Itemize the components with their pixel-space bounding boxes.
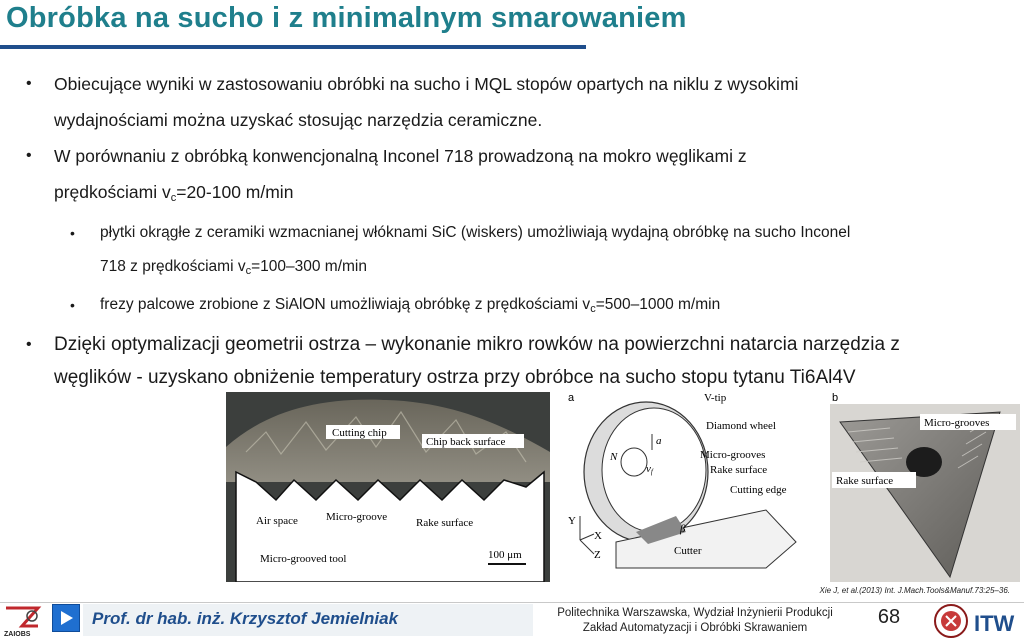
bullet-list (26, 66, 1006, 394)
axis-label-z: Z (594, 549, 601, 561)
label-vf: vf (646, 463, 653, 476)
insert-photo-illustration (830, 392, 1020, 582)
label-v-tip: V-tip (704, 392, 727, 404)
label-rake-surface: Rake surface (416, 517, 474, 529)
scale-bar-label: 100 μm (488, 549, 522, 561)
text-fragment: =20-100 m/min (176, 182, 294, 202)
label-a-depth: a (656, 435, 662, 447)
bullet-text-line: • Obiecujące wyniki w zastosowaniu obróbki na sucho i MQL stopów opartych na niklu z wysokimi (54, 74, 799, 94)
bullet-text-line: wydajnościami można uzyskać stosując narzędzia ceramiczne. (54, 110, 543, 130)
label-n: N (610, 451, 618, 463)
subscript: c (170, 192, 177, 204)
sub-bullet-item (26, 216, 1006, 288)
panel-label-b: b (832, 392, 839, 404)
micro-grooved-tool-figure (226, 392, 550, 582)
text-fragment: frezy palcowe zrobione z SiAlON umożliwiają obróbkę z prędkościami v (100, 296, 591, 313)
zaiobs-logo-text: ZAIOBS (4, 631, 31, 638)
itw-logo (972, 604, 1022, 638)
play-button[interactable] (52, 604, 80, 632)
axis-label-x: X (594, 530, 602, 542)
bullet-item (26, 138, 1006, 216)
bullet-text-line: • Dzięki optymalizacji geometrii ostrza – wykonanie mikro rowków na powierzchni natarcia narzędzia z (54, 334, 900, 355)
author-name: Prof. dr hab. inż. Krzysztof Jemielniak (92, 609, 399, 628)
text-fragment: prędkościami v (54, 182, 171, 202)
bullet-item (26, 66, 1006, 138)
label-cutter: Cutter (674, 545, 702, 557)
label-air-space: Air space (256, 515, 298, 527)
label-rake-surface: Rake surface (836, 475, 894, 487)
label-micro-grooves: Micro-grooves (924, 417, 990, 429)
label-diamond-wheel: Diamond wheel (706, 420, 776, 432)
slide-title: Obróbka na sucho i z minimalnym smarowaniem (6, 2, 687, 34)
bullet-text-line (100, 250, 1006, 288)
department-line: Zakład Automatyzacji i Obróbki Skrawaniem (582, 622, 808, 634)
label-micro-grooves: Micro-grooves (700, 449, 766, 461)
label-micro-grooved-tool: Micro-grooved tool (260, 553, 347, 565)
university-line: Politechnika Warszawska, Wydział Inżynierii Produkcji (557, 607, 833, 619)
citation: Xie J, et al.(2013) Int. J.Mach.Tools&Manuf.73:25–36. (819, 586, 1010, 595)
text-fragment: =500–1000 m/min (595, 296, 721, 313)
diamond-wheel-diagram (566, 392, 818, 586)
footer-divider (0, 602, 1024, 603)
micro-grooved-insert-photo (830, 392, 1020, 582)
bullet-text-line: • płytki okrągłe z ceramiki wzmacnianej włóknami SiC (wiskers) umożliwiają wydajną obróbkę na sucho Inconel (100, 224, 851, 241)
bullet-item (26, 328, 1006, 394)
label-cutting-edge: Cutting edge (730, 484, 787, 496)
university-emblem (934, 604, 968, 638)
label-chip-back-surface: Chip back surface (426, 436, 506, 448)
label-rake-surface: Rake surface (710, 464, 768, 476)
zaiobs-logo (2, 604, 46, 638)
play-icon (53, 605, 79, 631)
label-beta: β (680, 523, 686, 535)
text-fragment: =100–300 m/min (251, 258, 367, 275)
bullet-text-line (54, 174, 1006, 216)
axis-label-y: Y (568, 515, 576, 527)
subscript: c (590, 303, 596, 315)
label-micro-groove: Micro-groove (326, 511, 388, 523)
bullet-text-line: węglików - uzyskano obniżenie temperatury ostrza przy obróbce na sucho stopu tytanu Ti6Al4V (54, 367, 856, 388)
itw-logo-text: ITW (974, 611, 1015, 636)
title-underline (0, 45, 586, 49)
label-cutting-chip: Cutting chip (332, 427, 387, 439)
diamond-wheel-schematic (566, 392, 818, 586)
micro-grooved-tool-illustration (226, 392, 550, 582)
university-info (540, 606, 850, 636)
bullet-text-line: • W porównaniu z obróbką konwencjonalną Inconel 718 prowadzoną na mokro węglikami z (54, 146, 747, 166)
subscript: c (245, 265, 252, 277)
bullet-text-line (100, 288, 1006, 326)
page-number: 68 (877, 606, 901, 628)
sub-bullet-item (26, 288, 1006, 326)
panel-label-a: a (568, 392, 575, 404)
text-fragment: 718 z prędkościami v (100, 258, 246, 275)
